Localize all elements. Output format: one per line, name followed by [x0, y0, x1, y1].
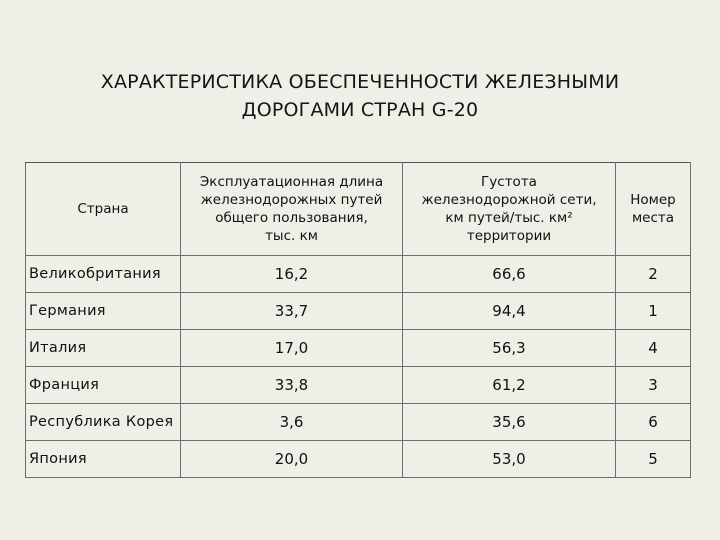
header-rank-line: места: [631, 210, 675, 226]
cell-density: 94,4: [403, 293, 616, 330]
header-country: [26, 163, 181, 256]
cell-rank: 4: [616, 330, 691, 367]
cell-rank: 3: [616, 367, 691, 404]
cell-country: Италия: [26, 330, 181, 367]
table-row: [26, 367, 691, 404]
header-length-line: тыс. км: [265, 228, 318, 244]
table-header-row: [26, 163, 691, 256]
cell-rank: 6: [616, 404, 691, 441]
header-density-line: км путей/тыс. км²: [445, 210, 573, 226]
cell-length: 17,0: [181, 330, 403, 367]
header-density-line: территории: [466, 228, 552, 244]
cell-country: Япония: [26, 441, 181, 478]
table-row: [26, 404, 691, 441]
header-length-line: общего пользования,: [215, 210, 368, 226]
header-rank-line: Номер: [630, 192, 676, 208]
cell-length: 3,6: [181, 404, 403, 441]
railway-table: [25, 162, 691, 478]
slide-title-line-2: ДОРОГАМИ СТРАН G-20: [241, 99, 479, 121]
header-density: [403, 163, 616, 256]
cell-length: 16,2: [181, 256, 403, 293]
header-length: [181, 163, 403, 256]
cell-country: Германия: [26, 293, 181, 330]
header-length-line: железнодорожных путей: [200, 192, 383, 208]
table-row: [26, 330, 691, 367]
cell-rank: 2: [616, 256, 691, 293]
table-row: [26, 256, 691, 293]
cell-country: Республика Корея: [26, 404, 181, 441]
slide-title: [60, 68, 660, 124]
header-length-line: Эксплуатационная длина: [199, 174, 384, 190]
slide-title-line-1: ХАРАКТЕРИСТИКА ОБЕСПЕЧЕННОСТИ ЖЕЛЕЗНЫМИ: [100, 71, 620, 93]
cell-rank: 1: [616, 293, 691, 330]
cell-density: 66,6: [403, 256, 616, 293]
cell-length: 33,8: [181, 367, 403, 404]
cell-rank: 5: [616, 441, 691, 478]
cell-density: 61,2: [403, 367, 616, 404]
table-row: [26, 441, 691, 478]
table-row: [26, 293, 691, 330]
header-density-line: железнодорожной сети,: [421, 192, 597, 208]
header-country-label: Страна: [77, 201, 129, 217]
cell-density: 53,0: [403, 441, 616, 478]
cell-length: 20,0: [181, 441, 403, 478]
cell-country: Франция: [26, 367, 181, 404]
cell-density: 56,3: [403, 330, 616, 367]
cell-country: Великобритания: [26, 256, 181, 293]
header-rank: [616, 163, 691, 256]
cell-density: 35,6: [403, 404, 616, 441]
cell-length: 33,7: [181, 293, 403, 330]
header-density-line: Густота: [481, 174, 537, 190]
